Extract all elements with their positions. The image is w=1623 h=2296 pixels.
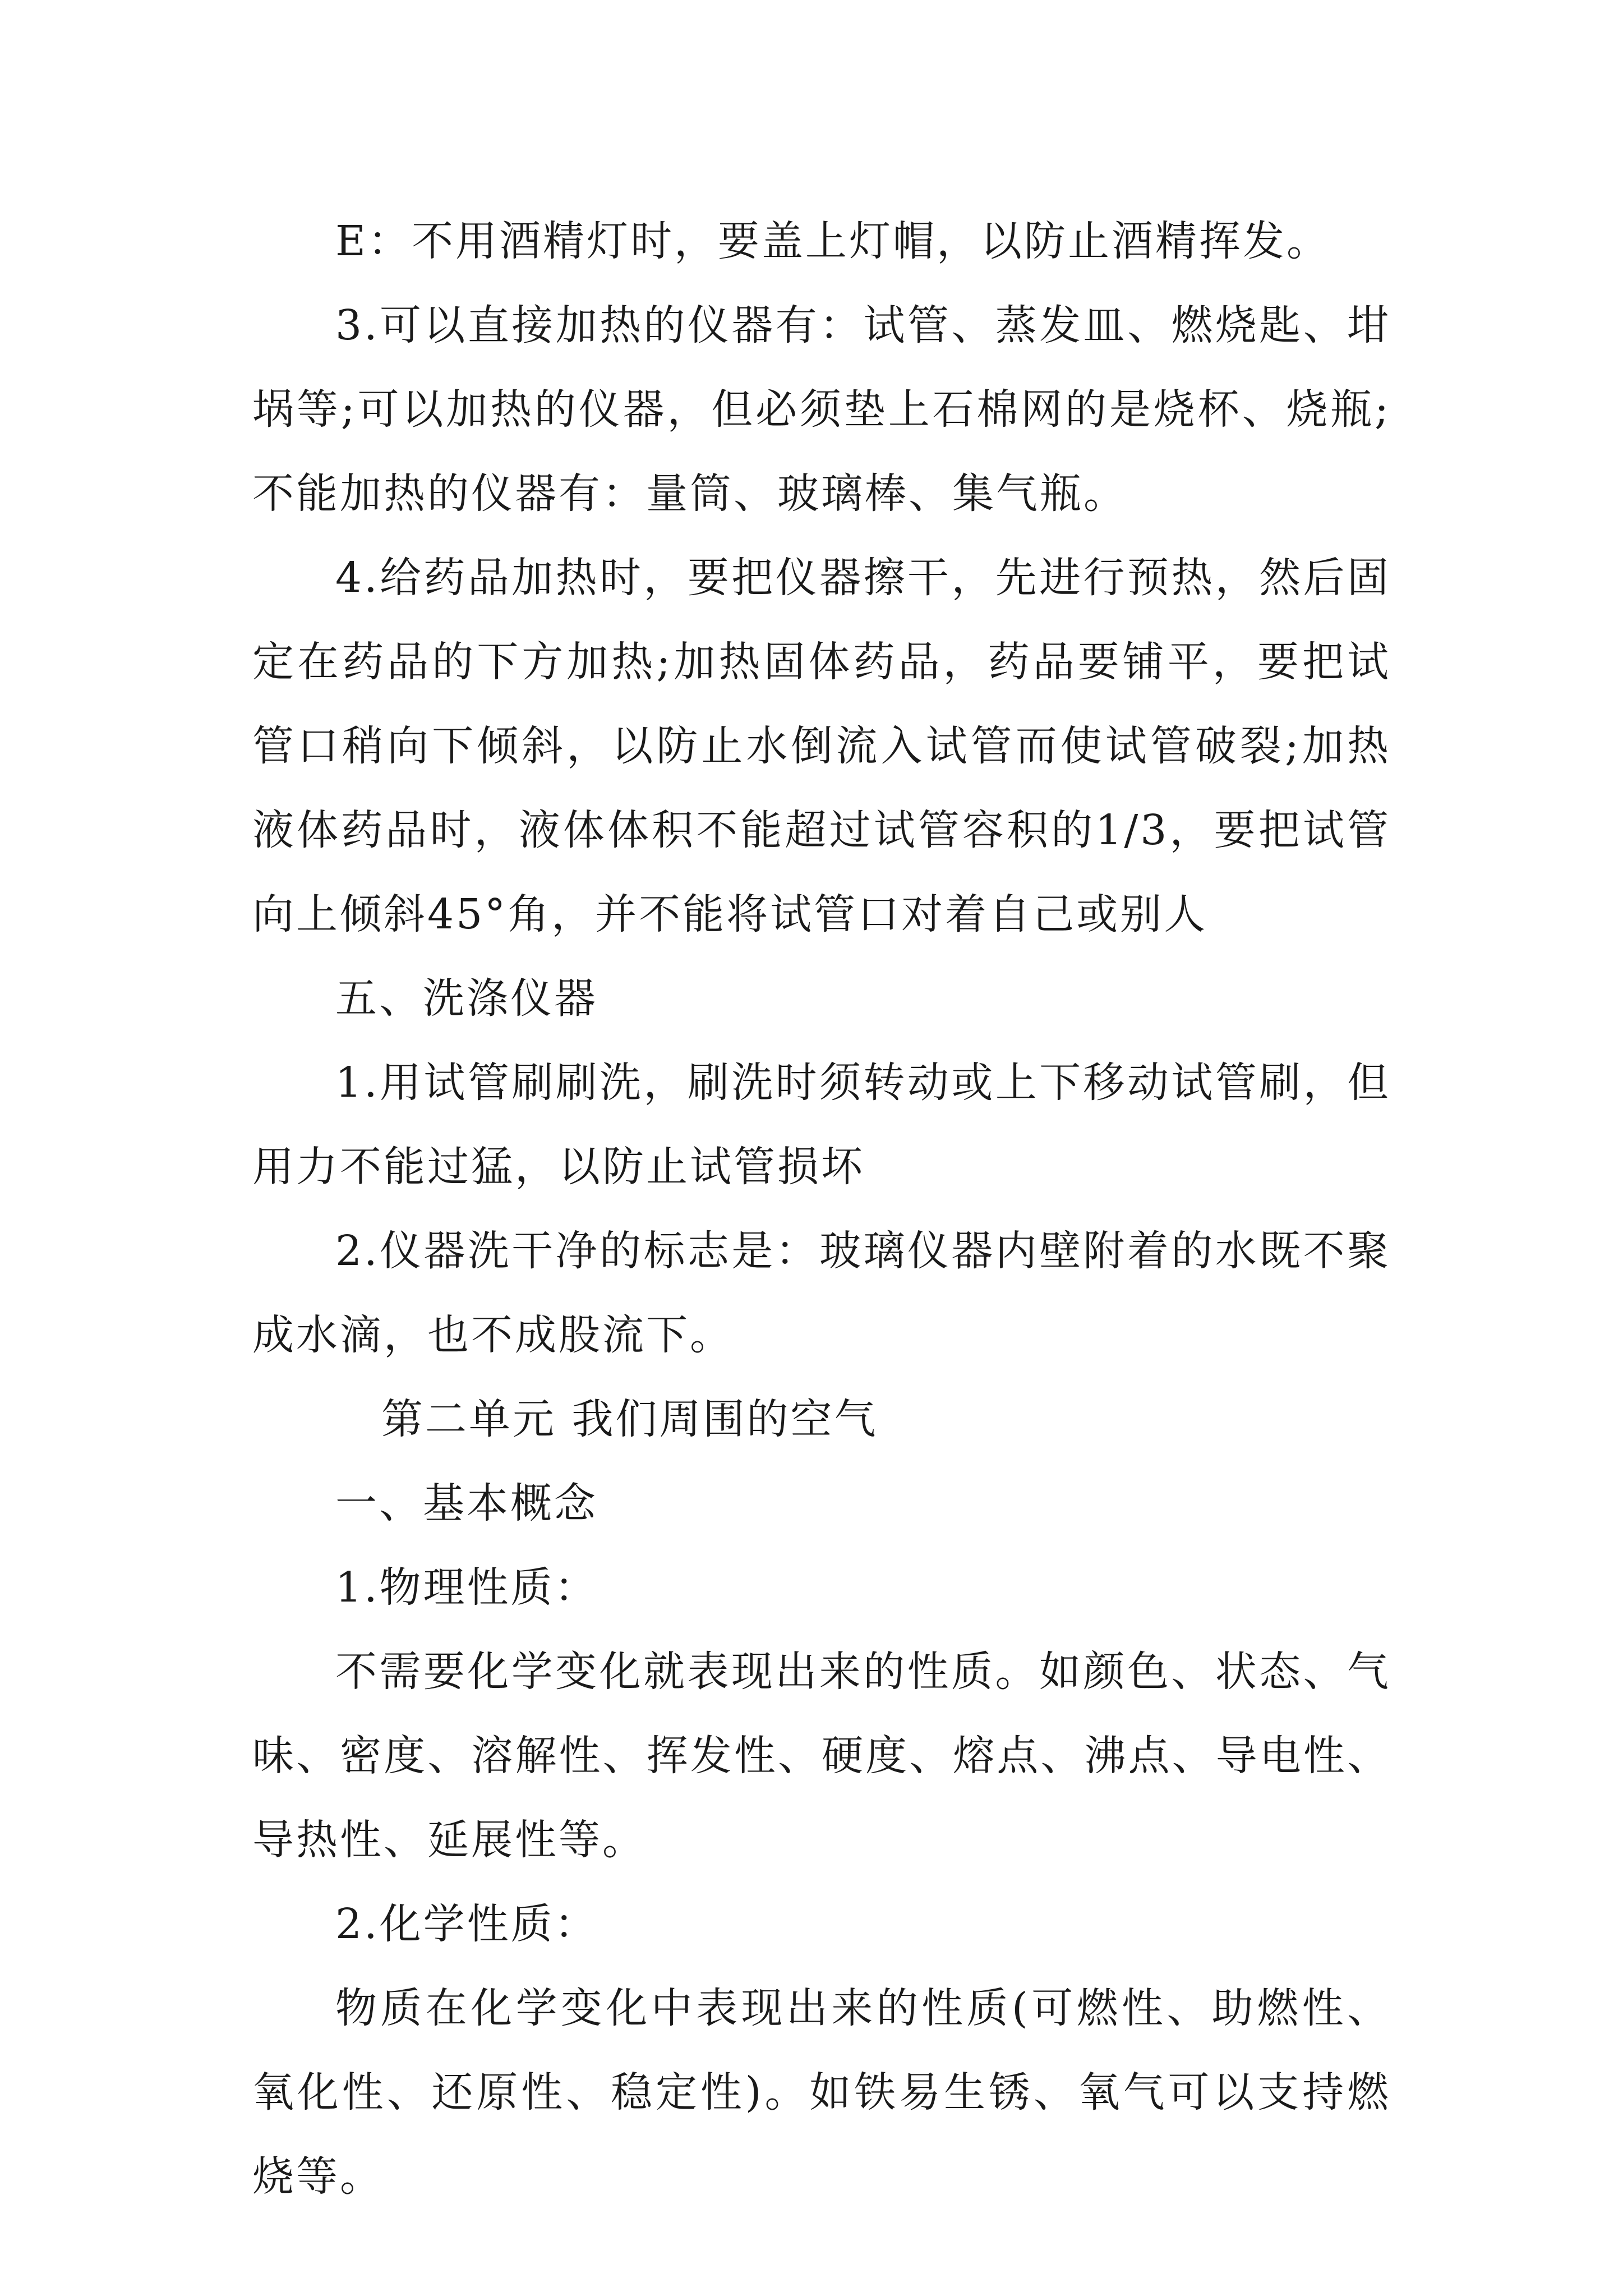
paragraph-chemical-properties: 物质在化学变化中表现出来的性质(可燃性、助燃性、氧化性、还原性、稳定性)。如铁易生锈、氧气可以支持燃烧等。: [252, 1984, 1391, 2201]
paragraph-physical-properties: 不需要化学变化就表现出来的性质。如颜色、状态、气味、密度、溶解性、挥发性、硬度、熔点、沸点、导电性、导热性、延展性等。: [252, 1648, 1391, 1864]
paragraph-heating-procedure: 4.给药品加热时，要把仪器擦干，先进行预热，然后固定在药品的下方加热;加热固体药品，药品要铺平，要把试管口稍向下倾斜，以防止水倒流入试管而使试管破裂;加热液体药品时，液体体积不能超过试管容积的1/3，要把试管向上倾斜45°角，并不能将试管口对着自己或别人: [252, 554, 1391, 938]
section-heading-basic-concepts: 一、基本概念: [335, 1479, 598, 1527]
subheading-physical-properties: 1.物理性质：: [335, 1563, 598, 1612]
document-body: [252, 199, 1391, 2219]
unit-title: 第二单元 我们周围的空气: [381, 1395, 878, 1443]
subheading-chemical-properties: 2.化学性质：: [335, 1900, 598, 1948]
paragraph-alcohol-lamp-cap: E：不用酒精灯时，要盖上灯帽，以防止酒精挥发。: [335, 217, 1331, 265]
paragraph-clean-sign: 2.仪器洗干净的标志是：玻璃仪器内壁附着的水既不聚成水滴，也不成股流下。: [252, 1227, 1391, 1359]
paragraph-tube-brush: 1.用试管刷刷洗，刷洗时须转动或上下移动试管刷，但用力不能过猛，以防止试管损坏: [252, 1059, 1391, 1191]
section-heading-washing: 五、洗涤仪器: [335, 974, 598, 1023]
paragraph-heating-instruments: 3.可以直接加热的仪器有：试管、蒸发皿、燃烧匙、坩埚等;可以加热的仪器，但必须垫上石棉网的是烧杯、烧瓶;不能加热的仪器有：量筒、玻璃棒、集气瓶。: [252, 301, 1391, 518]
